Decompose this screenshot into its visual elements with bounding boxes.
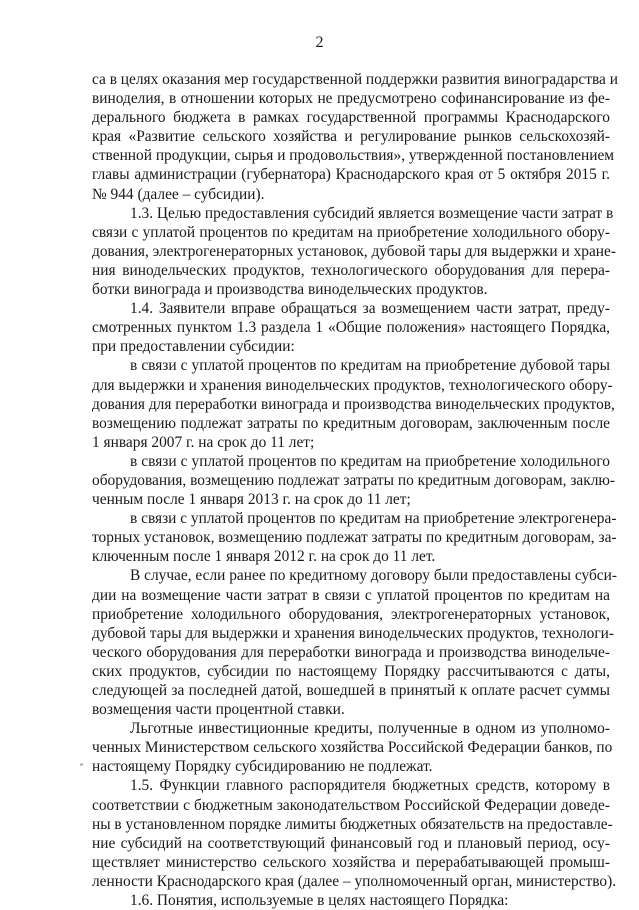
text-line: ние субсидий на соответствующий финансовый год и плановый период, осу- (92, 834, 610, 852)
paragraph-preferential-loans (92, 719, 613, 776)
text-line: следующей за последней датой, вошедшей в принятый к оплате расчет суммы (92, 682, 610, 699)
text-line: са в целях оказания мер государственной поддержки развития виноградарства и (92, 71, 618, 88)
text-line: приобретение холодильного оборудования, электрогенераторных установок, (92, 605, 610, 623)
text-line: дования для переработки винограда и производства винодельческих продуктов, (92, 395, 615, 413)
text-line: ческого оборудования для переработки винограда и производства винодельче- (92, 643, 610, 661)
paragraph-1-3 (92, 204, 617, 299)
text-line: 1.5. Функции главного распорядителя бюджетных средств, которому в (130, 777, 610, 795)
text-line: в связи с уплатой процентов по кредитам на приобретение электрогенера- (130, 510, 617, 528)
page-number: 2 (315, 34, 324, 51)
text-line: дии на возмещение части затрат в связи с уплатой процентов по кредитам на (92, 586, 610, 604)
text-line: настоящему Порядку субсидированию не подлежат. (92, 758, 433, 776)
text-line: виноделия, в отношении которых не предусмотрено софинансирование из фе- (92, 90, 610, 108)
paragraph-1-6 (92, 891, 610, 910)
paragraph-refrigeration (92, 452, 616, 509)
text-line: 1.6. Понятия, используемые в целях настоящего Порядка: (130, 892, 509, 910)
paragraph-generators (92, 509, 617, 566)
text-line: дования, электрогенераторных установок, дубовой тары для выдержки и хране- (92, 242, 617, 260)
text-line: ществляет министерство сельского хозяйства и перерабатывающей промыш- (92, 853, 610, 871)
text-line: ленности Краснодарского края (далее – уполномоченный орган, министерство). (92, 872, 617, 890)
text-line: главы администрации (губернатора) Краснодарского края от 5 октября 2015 г. (92, 166, 610, 184)
text-line: возмещения части процентной ставки. (92, 701, 345, 719)
text-line: 1.4. Заявители вправе обращаться за возмещением части затрат, преду- (130, 300, 610, 318)
paragraph-subsidy-scope (92, 70, 618, 204)
text-line: ния винодельческих продуктов, технологического оборудования для перера- (92, 261, 610, 279)
text-line: ботки винограда и производства винодельческих продуктов. (92, 281, 488, 299)
text-line: ключенным после 1 января 2012 г. на срок до 11 лет. (92, 548, 436, 566)
text-line: для выдержки и хранения винодельческих продуктов, технологического обору- (92, 376, 613, 394)
text-line: дубовой тары для выдержки и хранения винодельческих продуктов, технологи- (92, 624, 615, 642)
text-line: ны в установленном порядке лимиты бюджетных обязательств на предоставле- (92, 815, 613, 833)
text-line: в связи с уплатой процентов по кредитам на приобретение дубовой тары (130, 357, 610, 375)
text-line: ченным после 1 января 2013 г. на срок до 11 лет; (92, 491, 411, 509)
text-line: 1.3. Целью предоставления субсидий является возмещение части затрат в (130, 204, 614, 222)
paragraph-1-4 (92, 299, 610, 356)
scan-speck (80, 763, 83, 766)
text-line: Льготные инвестиционные кредиты, полученные в одном из уполномо- (130, 720, 610, 738)
paragraph-1-5 (92, 776, 617, 891)
text-line: при предоставлении субсидии: (92, 338, 295, 356)
text-line: торных установок, возмещению подлежат затраты по кредитным договорам, за- (92, 529, 617, 547)
text-line: 1 января 2007 г. на срок до 11 лет; (92, 433, 315, 451)
text-line: дерального бюджета в рамках государственной программы Краснодарского (92, 109, 610, 127)
text-line: № 944 (далее – субсидии). (92, 185, 265, 203)
text-line: связи с уплатой процентов по кредитам на приобретение холодильного обору- (92, 223, 610, 241)
document-body (92, 70, 618, 910)
text-line: оборудования, возмещению подлежат затраты по кредитным договорам, заклю- (92, 471, 616, 489)
text-line: края «Развитие сельского хозяйства и регулирование рынков сельскохозяй- (92, 128, 610, 146)
text-line: ских продуктов, субсидии по настоящему Порядку рассчитываются с даты, (92, 662, 610, 680)
text-line: ственной продукции, сырья и продовольствия», утвержденной постановлением (92, 147, 615, 165)
paragraph-prior-subsidies (92, 566, 617, 719)
text-line: возмещению подлежат затраты по кредитным договорам, заключенным после (92, 414, 610, 432)
text-line: В случае, если ранее по кредитному договору были предоставлены субси- (130, 567, 617, 585)
text-line: ченных Министерством сельского хозяйства Российской Федерации банков, по (92, 739, 613, 757)
paragraph-oak-tare (92, 356, 615, 451)
text-line: соответствии с бюджетным законодательством Российской Федерации доведе- (92, 796, 610, 814)
text-line: смотренных пунктом 1.3 раздела 1 «Общие положения» настоящего Порядка, (92, 319, 610, 337)
text-line: в связи с уплатой процентов по кредитам на приобретение холодильного (130, 452, 610, 470)
